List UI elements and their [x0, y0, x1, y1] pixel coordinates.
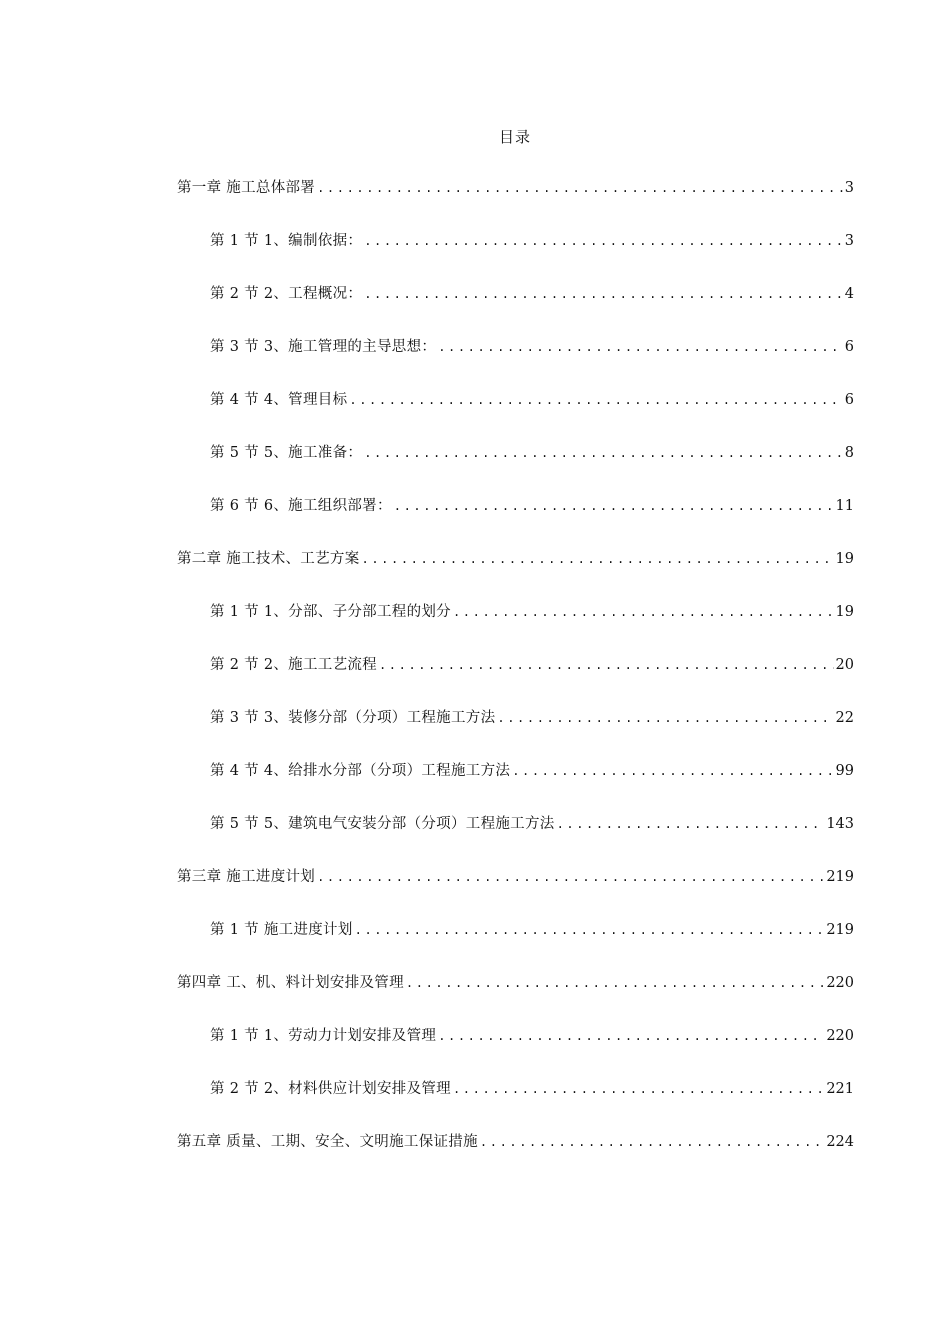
toc-leader-dots: [379, 658, 834, 672]
toc-entry-page: 6: [844, 339, 854, 355]
toc-leader-dots: [406, 976, 824, 990]
toc-leader-dots: [364, 234, 843, 248]
toc-leader-dots: [355, 923, 825, 937]
toc-entry-label: 第三章 施工进度计划: [177, 869, 316, 885]
toc-entry-section[interactable]: [210, 282, 854, 308]
toc-entry-page: 3: [844, 180, 854, 196]
toc-entry-label: 第 1 节 1、分部、子分部工程的划分: [210, 604, 451, 620]
toc-entry-label: 第 2 节 2、施工工艺流程: [210, 657, 377, 673]
toc-entry-page: 19: [835, 551, 854, 567]
toc-entry-page: 8: [844, 445, 854, 461]
toc-entry-page: 219: [826, 922, 854, 938]
toc-entry-chapter-4[interactable]: [177, 971, 854, 997]
toc-leader-dots: [557, 817, 825, 831]
toc-leader-dots: [480, 1135, 824, 1149]
toc-entry-chapter-5[interactable]: [177, 1130, 854, 1156]
toc-entry-label: 第 3 节 3、施工管理的主导思想：: [210, 339, 437, 355]
toc-entry-page: 6: [844, 392, 854, 408]
toc-entry-page: 224: [826, 1134, 854, 1150]
toc-entry-label: 第 2 节 2、工程概况：: [210, 286, 363, 302]
toc-entry-section[interactable]: [210, 653, 854, 679]
toc-entry-chapter-2[interactable]: [177, 547, 854, 573]
toc-leader-dots: [364, 446, 843, 460]
toc-entry-label: 第 3 节 3、装修分部（分项）工程施工方法: [210, 710, 496, 726]
toc-leader-dots: [512, 764, 833, 778]
toc-entry-page: 220: [826, 975, 854, 991]
toc-entry-section[interactable]: [210, 1077, 854, 1103]
toc-entry-page: 19: [835, 604, 854, 620]
toc-entry-section[interactable]: [210, 600, 854, 626]
toc-entry-label: 第 6 节 6、施工组织部署：: [210, 498, 392, 514]
toc-entry-page: 99: [835, 763, 854, 779]
toc-leader-dots: [364, 287, 843, 301]
toc-leader-dots: [349, 393, 842, 407]
toc-entry-page: 219: [826, 869, 854, 885]
toc-entry-label: 第 1 节 1、编制依据：: [210, 233, 363, 249]
toc-entry-page: 11: [835, 498, 854, 514]
toc-entry-chapter-1[interactable]: [177, 176, 854, 202]
toc-entry-page: 143: [826, 816, 854, 832]
toc-leader-dots: [497, 711, 833, 725]
toc-entry-label: 第 5 节 5、施工准备：: [210, 445, 363, 461]
toc-entry-section[interactable]: [210, 441, 854, 467]
toc-entry-label: 第 5 节 5、建筑电气安装分部（分项）工程施工方法: [210, 816, 555, 832]
toc-entry-label: 第五章 质量、工期、安全、文明施工保证措施: [177, 1134, 478, 1150]
toc-entry-label: 第 1 节 1、劳动力计划安排及管理: [210, 1028, 437, 1044]
toc-entry-page: 22: [835, 710, 854, 726]
toc-leader-dots: [453, 1082, 824, 1096]
toc-entry-page: 220: [826, 1028, 854, 1044]
toc-entry-label: 第四章 工、机、料计划安排及管理: [177, 975, 404, 991]
toc-entry-page: 221: [826, 1081, 854, 1097]
toc-leader-dots: [438, 1029, 824, 1043]
toc-entry-page: 4: [844, 286, 854, 302]
toc-entry-section[interactable]: [210, 229, 854, 255]
toc-entry-section[interactable]: [210, 759, 854, 785]
toc-entry-label: 第 2 节 2、材料供应计划安排及管理: [210, 1081, 451, 1097]
toc-entry-label: 第一章 施工总体部署: [177, 180, 316, 196]
toc-entry-label: 第 4 节 4、给排水分部（分项）工程施工方法: [210, 763, 511, 779]
toc-title: 目录: [498, 128, 531, 146]
toc-entry-label: 第 1 节 施工进度计划: [210, 922, 353, 938]
toc-leader-dots: [362, 552, 834, 566]
toc-entry-page: 3: [844, 233, 854, 249]
toc-entry-label: 第二章 施工技术、工艺方案: [177, 551, 360, 567]
toc-leader-dots: [317, 181, 843, 195]
toc-leader-dots: [394, 499, 834, 513]
toc-entry-page: 20: [835, 657, 854, 673]
toc-entry-section[interactable]: [210, 388, 854, 414]
toc-entry-section[interactable]: [210, 812, 854, 838]
toc-entry-section[interactable]: [210, 1024, 854, 1050]
toc-entry-section[interactable]: [210, 494, 854, 520]
toc-entry-section[interactable]: [210, 706, 854, 732]
toc-leader-dots: [438, 340, 843, 354]
toc-entry-section[interactable]: [210, 918, 854, 944]
toc-leader-dots: [453, 605, 834, 619]
toc-leader-dots: [317, 870, 824, 884]
toc-entry-label: 第 4 节 4、管理目标: [210, 392, 348, 408]
toc-entry-chapter-3[interactable]: [177, 865, 854, 891]
toc-entry-section[interactable]: [210, 335, 854, 361]
